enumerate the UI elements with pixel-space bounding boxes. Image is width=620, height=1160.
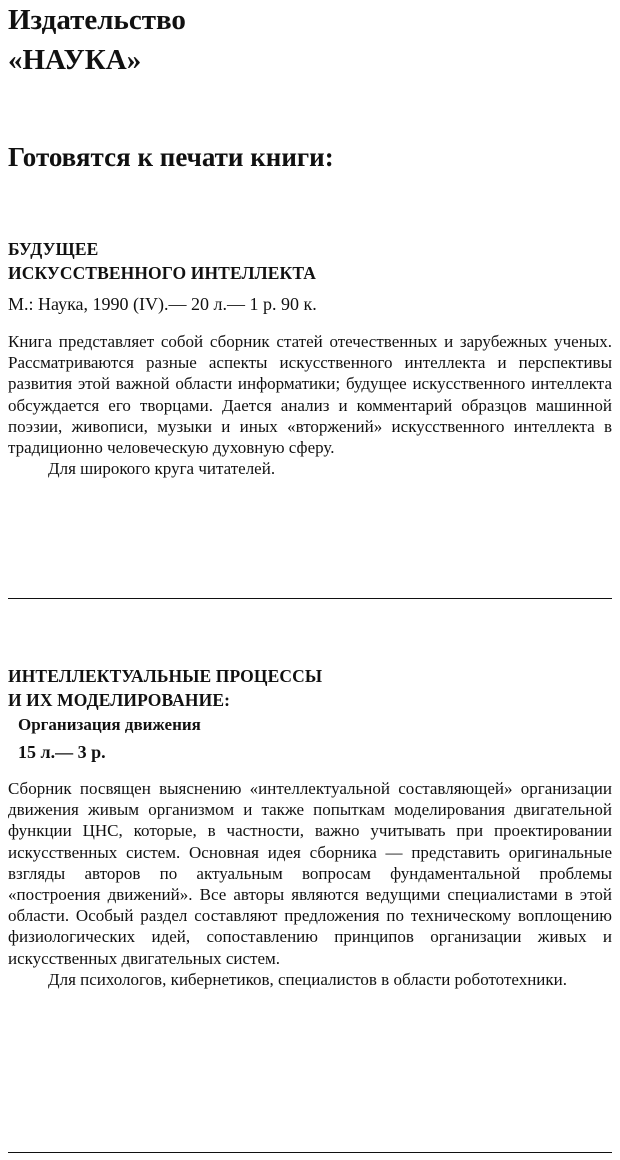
book-title-line-1: БУДУЩЕЕ bbox=[8, 239, 99, 259]
publisher-name bbox=[8, 0, 186, 80]
divider-2 bbox=[8, 1152, 612, 1153]
publisher-line-1: Издательство bbox=[8, 4, 186, 36]
publisher-line-2: «НАУКА» bbox=[8, 44, 142, 76]
divider-1 bbox=[8, 598, 612, 599]
book-audience: Для широкого круга читателей. bbox=[48, 459, 276, 479]
book-entry-1 bbox=[8, 237, 612, 479]
book-subtitle: Организация движения bbox=[18, 715, 201, 734]
book-entry-2 bbox=[8, 664, 612, 990]
book-title-line-2: ИСКУССТВЕННОГО ИНТЕЛЛЕКТА bbox=[8, 263, 316, 283]
book-audience: Для психологов, кибернетиков, специалистов в области робототехники. bbox=[48, 969, 567, 989]
book-description: Сборник посвящен выяснению «интеллектуальной составляющей» организации движения живым организмом и также попыткам моделирования двигательной функции ЦНС, которые, в частности, важно учитывать при проектировании искусственных систем. Основная идея сборника — представить оригинальные взгляды авторов по актуальным вопросам фундаментальной проблемы «построения движений». Все авторы являются ведущими специалистами в этой области. Особый раздел составляют предложения по техническому воплощению физиологических идей, сопоставлению принципов организации живых и искусственных двигательных систем. bbox=[8, 779, 612, 968]
section-heading: Готовятся к печати книги: bbox=[8, 142, 334, 172]
book-title-line-1: ИНТЕЛЛЕКТУАЛЬНЫЕ ПРОЦЕССЫ bbox=[8, 666, 323, 686]
book-description: Книга представляет собой сборник статей отечественных и зарубежных ученых. Рассматриваются разные аспекты искусственного интеллекта и перспективы развития этой важной области информатики; будущее искусственного интеллекта обсуждается его творцами. Дается анализ и комментарий образцов машинной поэзии, живописи, музыки и иных «вторжений» искусственного интеллекта в традиционно человеческую духовную сферу. bbox=[8, 332, 612, 458]
book-meta: М.: Наука, 1990 (IV).— 20 л.— 1 р. 90 к. bbox=[8, 294, 317, 314]
book-price: 15 л.— 3 р. bbox=[18, 742, 106, 762]
book-title-line-2: И ИХ МОДЕЛИРОВАНИЕ: bbox=[8, 690, 231, 710]
